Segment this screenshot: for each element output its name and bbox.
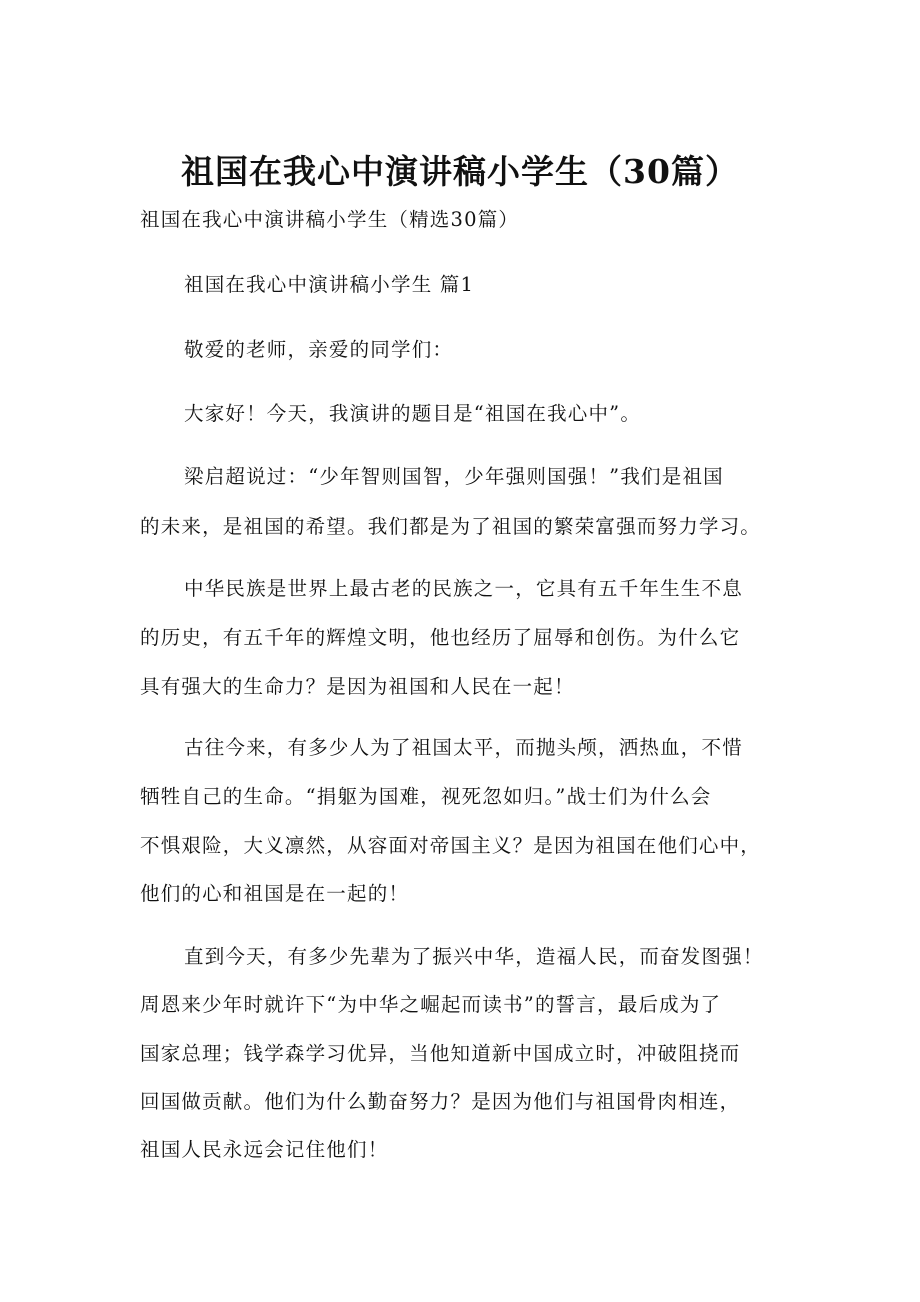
document-title: 祖国在我心中演讲稿小学生（30篇） [181, 152, 739, 191]
paragraph-line: 直到今天，有多少先辈为了振兴中华，造福人民，而奋发图强！ [184, 945, 764, 968]
paragraph-line: 不惧艰险，大义凛然，从容面对帝国主义？是因为祖国在他们心中， [140, 834, 762, 857]
paragraph-line: 的未来，是祖国的希望。我们都是为了祖国的繁荣富强而努力学习。 [140, 515, 762, 538]
section-heading: 祖国在我心中演讲稿小学生 篇1 [184, 273, 475, 296]
document-subtitle: 祖国在我心中演讲稿小学生（精选30篇） [140, 208, 520, 231]
paragraph-line: 牺牲自己的生命。“捐躯为国难，视死忽如归。”战士们为什么会 [140, 785, 712, 808]
paragraph-line: 敬爱的老师，亲爱的同学们： [184, 338, 454, 361]
paragraph-line: 梁启超说过：“少年智则国智，少年强则国强！”我们是祖国 [184, 465, 724, 488]
paragraph-line: 国家总理；钱学森学习优异，当他知道新中国成立时，冲破阻挠而 [140, 1042, 741, 1065]
paragraph-line: 古往今来，有多少人为了祖国太平，而抛头颅，洒热血，不惜 [184, 736, 743, 759]
paragraph-line: 他们的心和祖国是在一起的！ [140, 882, 410, 905]
paragraph-line: 的历史，有五千年的辉煌文明，他也经历了屈辱和创伤。为什么它 [140, 626, 741, 649]
paragraph-line: 祖国人民永远会记住他们！ [140, 1138, 389, 1161]
paragraph-line: 回国做贡献。他们为什么勤奋努力？是因为他们与祖国骨肉相连， [140, 1090, 741, 1113]
paragraph-line: 中华民族是世界上最古老的民族之一，它具有五千年生生不息 [184, 577, 743, 600]
paragraph-line: 大家好！今天，我演讲的题目是“祖国在我心中”。 [184, 402, 642, 425]
paragraph-line: 周恩来少年时就许下“为中华之崛起而读书”的誓言，最后成为了 [140, 993, 722, 1016]
paragraph-line: 具有强大的生命力？是因为祖国和人民在一起！ [140, 675, 575, 698]
